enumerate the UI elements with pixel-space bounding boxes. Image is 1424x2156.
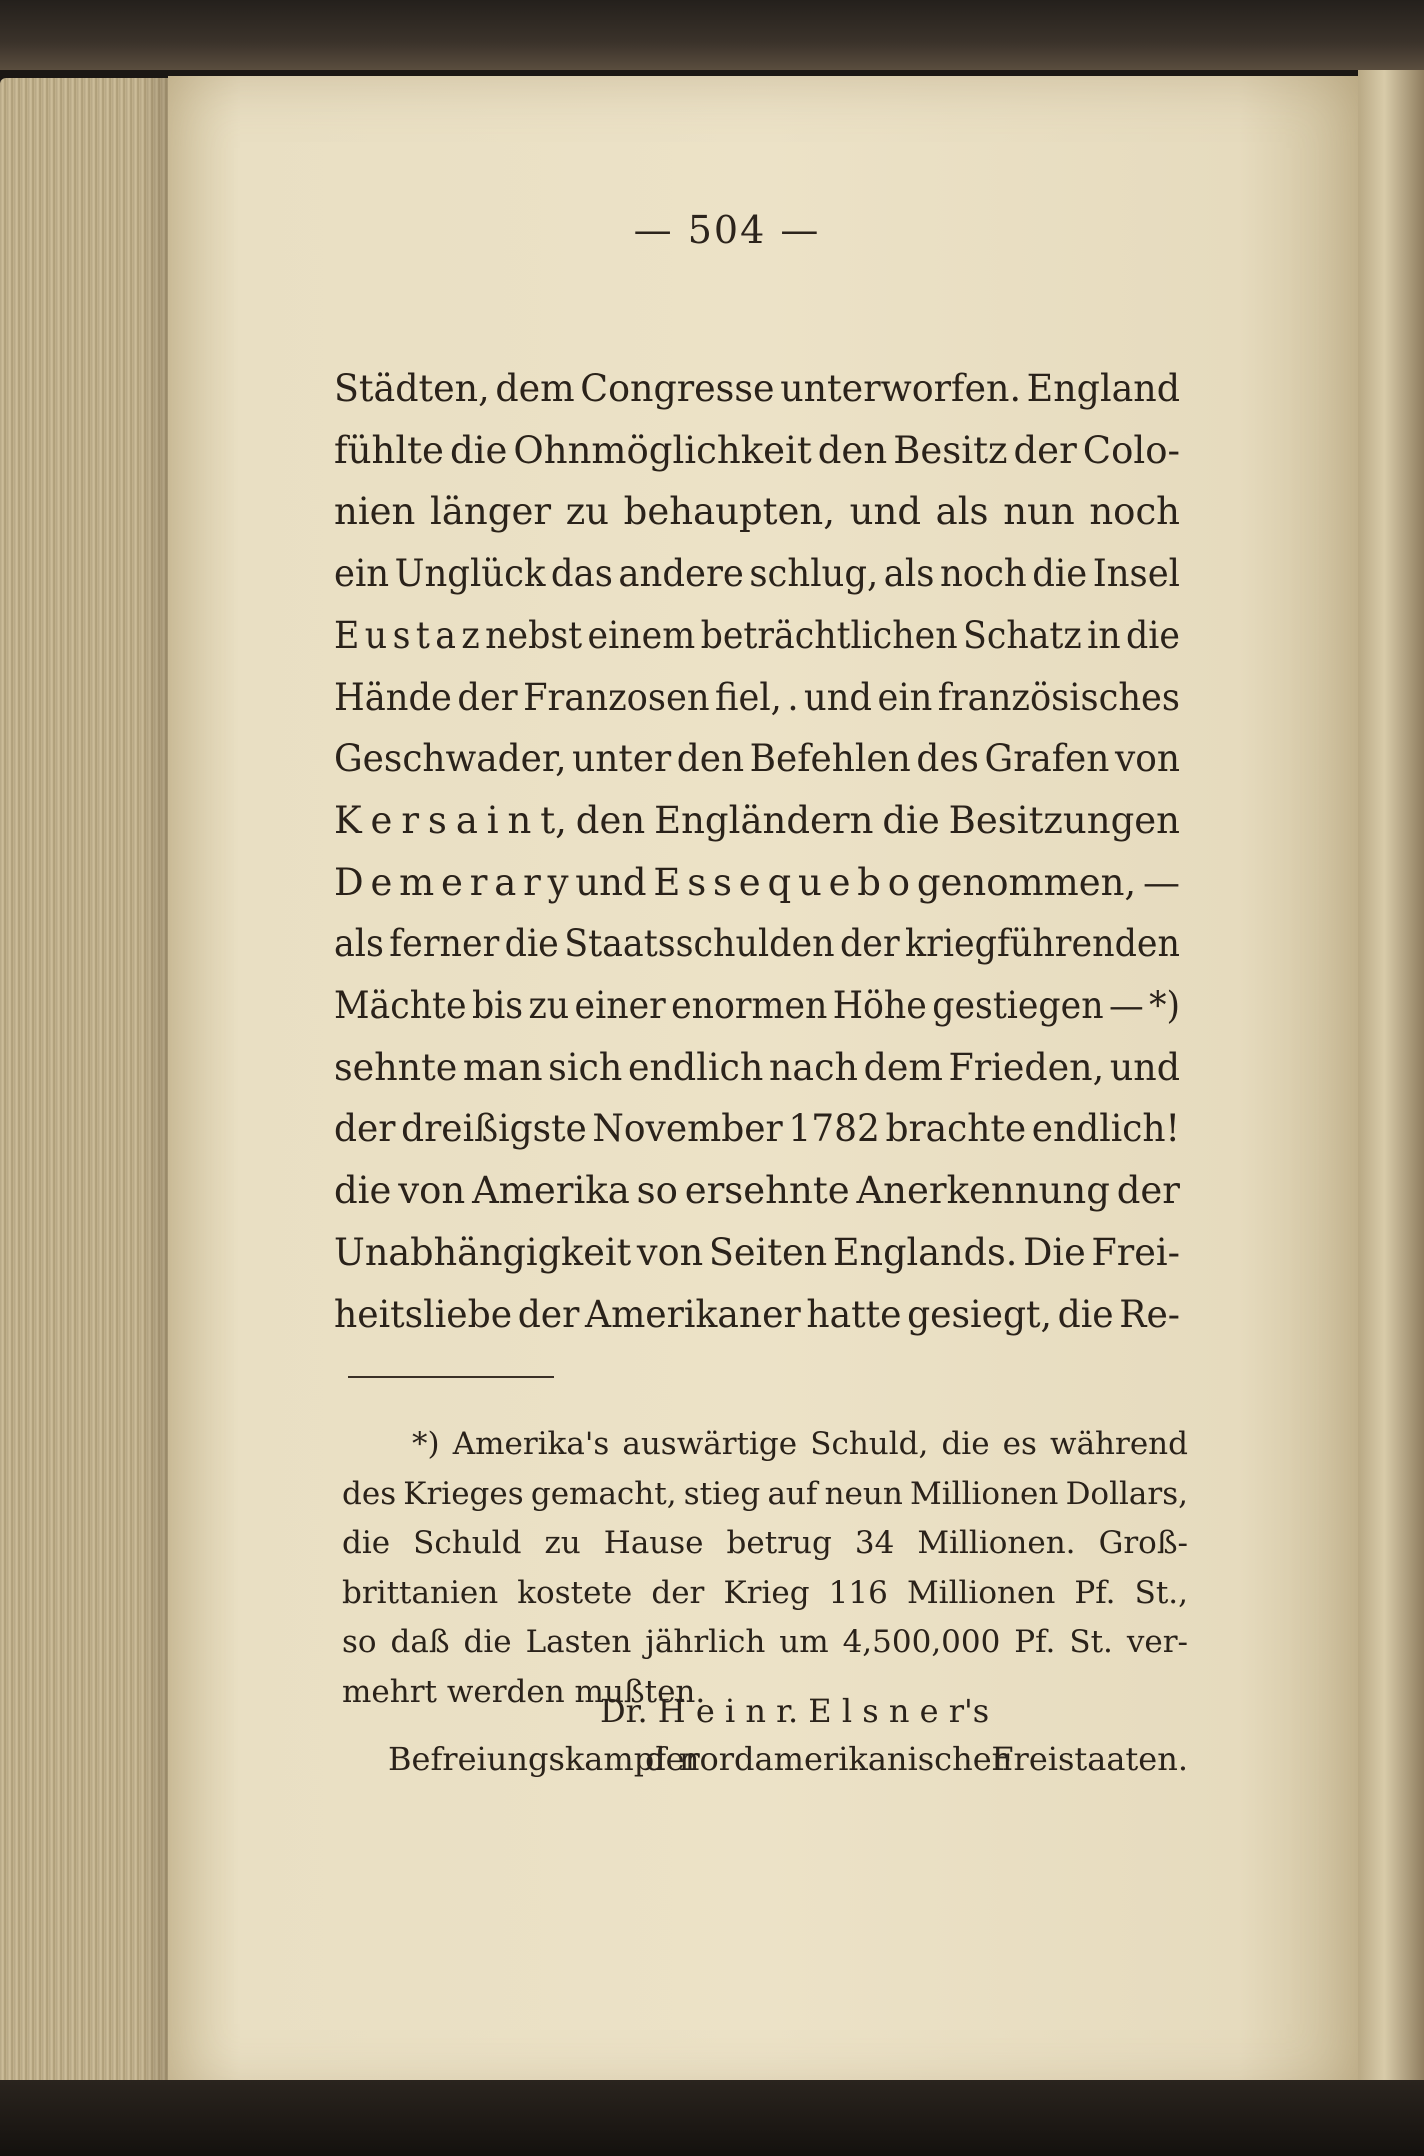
book-right-edge xyxy=(1358,70,1424,2080)
body-line: Hände der Franzosen fiel, . und ein französisches xyxy=(334,675,1180,719)
book-bottom-edge xyxy=(0,2080,1424,2156)
body-line: K e r s a i n t, den Engländern die Besitzungen xyxy=(334,798,1180,842)
footnote-divider xyxy=(348,1376,554,1378)
attribution-title: Befreiungskampf der nordamerikanischen Freistaaten. xyxy=(388,1740,1188,1778)
body-line: D e m e r a r y und E s s e q u e b o genommen, — xyxy=(334,860,1180,904)
book-top-edge xyxy=(0,0,1424,70)
body-line: nien länger zu behaupten, und als nun noch xyxy=(334,490,1180,534)
body-line: Unabhängigkeit von Seiten Englands. Die Frei- xyxy=(334,1230,1180,1274)
body-line: als ferner die Staatsschulden der kriegführenden xyxy=(334,922,1180,966)
footnote-line: des Krieges gemacht, stieg auf neun Millionen Dollars, xyxy=(342,1475,1188,1512)
body-line: Mächte bis zu einer enormen Höhe gestiegen — *) xyxy=(334,984,1180,1028)
body-line: der dreißigste November 1782 brachte endlich! xyxy=(334,1107,1180,1151)
body-line: E u s t a z nebst einem beträchtlichen Schatz in die xyxy=(334,613,1180,657)
body-line: die von Amerika so ersehnte Anerkennung der xyxy=(334,1169,1180,1213)
body-line: ein Unglück das andere schlug, als noch die Insel xyxy=(334,552,1180,596)
footnote-line: brittanien kostete der Krieg 116 Millionen Pf. St., xyxy=(342,1574,1188,1611)
body-line: Städten, dem Congresse unterworfen. England xyxy=(334,367,1180,410)
footnote-line: die Schuld zu Hause betrug 34 Millionen. Groß- xyxy=(342,1525,1188,1561)
footnote-line: *) Amerika's auswärtige Schuld, die es während xyxy=(412,1426,1188,1462)
body-line: heitsliebe der Amerikaner hatte gesiegt, die Re- xyxy=(334,1292,1180,1336)
body-line: sehnte man sich endlich nach dem Frieden, und xyxy=(334,1045,1180,1089)
body-line: fühlte die Ohnmöglichkeit den Besitz der Colo- xyxy=(334,428,1180,472)
body-line: Geschwader, unter den Befehlen des Grafen von xyxy=(334,737,1180,781)
footnote-line: mehrt werden mußten. xyxy=(342,1673,706,1710)
attribution-author: Dr. H e i n r. E l s n e r's xyxy=(600,1692,990,1730)
footnote-line: so daß die Lasten jährlich um 4,500,000 Pf. St. ver- xyxy=(342,1624,1188,1660)
body-text xyxy=(334,358,1180,1345)
footnote xyxy=(342,1420,1188,1717)
page-number: — 504 — xyxy=(633,208,821,252)
